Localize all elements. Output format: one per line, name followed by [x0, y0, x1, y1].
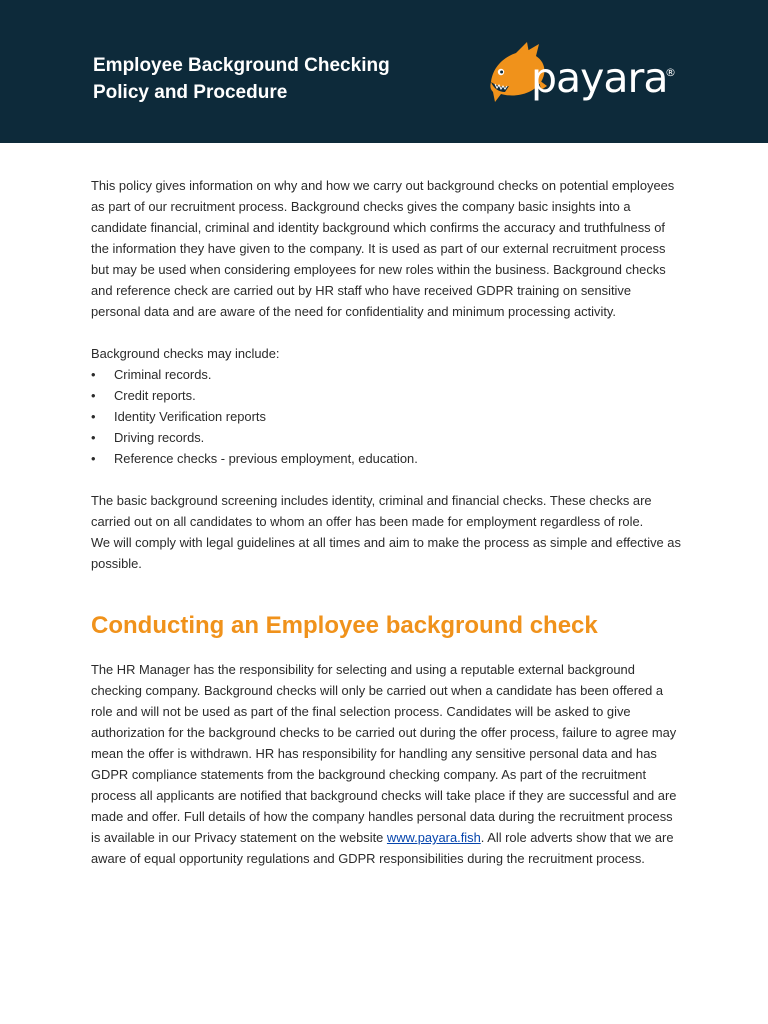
document-title-line-1: Employee Background Checking [93, 55, 390, 76]
bullet-icon: • [91, 409, 96, 424]
website-link[interactable]: www.payara.fish [386, 830, 481, 845]
list-item-text: Driving records. [114, 430, 205, 445]
section-paragraph [91, 659, 683, 869]
list-item [91, 385, 683, 406]
bullet-icon: • [91, 430, 96, 445]
list-intro: Background checks may include: [91, 346, 280, 361]
page-header [0, 0, 768, 143]
bullet-icon: • [91, 367, 96, 382]
list-item-text: Identity Verification reports [114, 409, 266, 424]
list-item [91, 448, 683, 469]
section-text-before-link: The HR Manager has the responsibility for selecting and using a reputable external background checking company. Background checks will only be carried out when a candidate has been offered a role and will not be used as part of the final selection process. Candidates will be asked to give authorization for the background checks to be carried out during the offer process, failure to agree may mean the offer is withdrawn. HR has responsibility for handling any sensitive personal data and has GDPR compliance statements from the background checking company. As part of the recruitment process all applicants are notified that background checks will take place if they are successful and are made and offer. Full details of how the company handles personal data during the recruitment process is available in our Privacy statement on the website [91, 662, 677, 845]
list-item-text: Reference checks - previous employment, education. [114, 451, 418, 466]
list-item-text: Credit reports. [114, 388, 196, 403]
document-body [91, 175, 683, 869]
logo-wordmark: payara [531, 54, 668, 102]
registered-mark: ® [665, 66, 676, 79]
intro-paragraph: This policy gives information on why and how we carry out background checks on potential employees as part of our recruitment process. Background checks gives the company basic insights into a candidate financial, criminal and identity background which confirms the accuracy and truthfulness of the information they have given to the company. It is used as part of our external recruitment process but may be used when considering employees for new roles within the business. Background checks and reference check are carried out by HR staff who have received GDPR training on sensitive personal data and are aware of the need for confidentiality and minimum processing activity. [91, 178, 675, 319]
document-title-line-2: Policy and Procedure [93, 82, 288, 103]
bullet-icon: • [91, 451, 96, 466]
payara-logo [487, 42, 687, 114]
list-item [91, 364, 683, 385]
document-title [93, 52, 390, 106]
compliance-paragraph: We will comply with legal guidelines at all times and aim to make the process as simple and effective as possible. [91, 535, 681, 571]
screening-paragraph: The basic background screening includes identity, criminal and financial checks. These checks are carried out on all candidates to whom an offer has been made for employment regardless of role. [91, 493, 652, 529]
list-item [91, 406, 683, 427]
bullet-icon: • [91, 388, 96, 403]
section-text-after-link: . All role adverts show that we are aware of equal opportunity regulations and GDPR responsibilities during the recruitment process. [91, 830, 674, 866]
section-heading: Conducting an Employee background check [91, 612, 598, 639]
list-item-text: Criminal records. [114, 367, 212, 382]
list-item [91, 427, 683, 448]
checks-list [91, 364, 683, 469]
